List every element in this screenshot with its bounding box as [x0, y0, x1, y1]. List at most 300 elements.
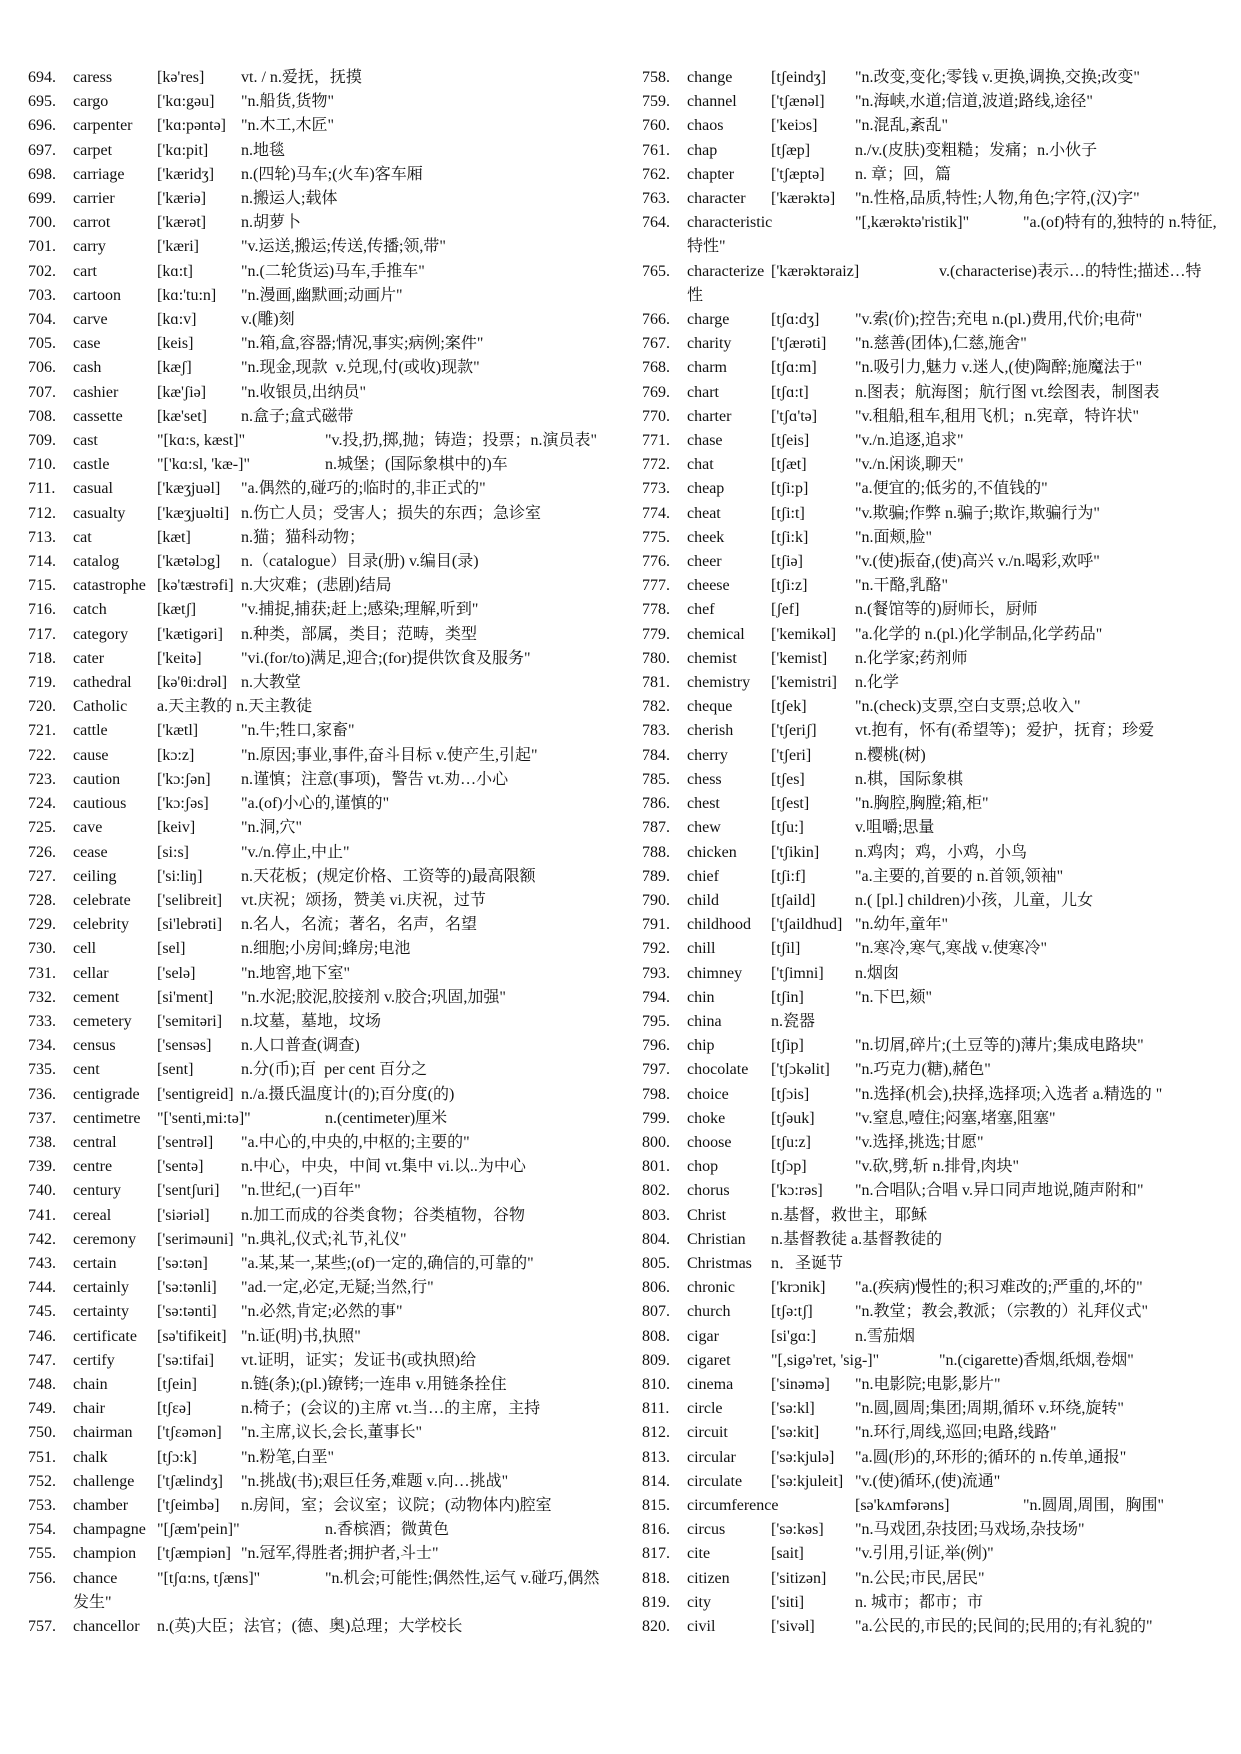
entry-word: centimetre [73, 1109, 141, 1127]
entry-word: ceremony [73, 1230, 137, 1248]
entry-word: cause [73, 746, 109, 764]
entry-number: 747. [28, 1351, 56, 1369]
entry-word: cater [73, 649, 105, 667]
entry-definition: n.中心，中央，中间 vt.集中 vi.以..为中心 [241, 1158, 526, 1176]
entry-phonetic: [tʃes] [771, 770, 805, 788]
entry-number: 727. [28, 867, 56, 885]
entry-body [73, 114, 613, 138]
entry-word: chart [687, 383, 719, 401]
entry-definition: a.天主教的 n.天主教徒 [157, 698, 313, 716]
vocabulary-entry [28, 332, 613, 356]
entry-phonetic: "['kɑ:sl, 'kæ-]" [157, 456, 250, 474]
entry-number: 759. [642, 93, 670, 111]
vocabulary-entry [28, 526, 613, 550]
entry-phonetic: ['sinəmə] [771, 1375, 830, 1393]
entry-definition: n.细胞;小房间;蜂房;电池 [241, 940, 411, 958]
entry-phonetic: ['sentʃuri] [157, 1182, 220, 1200]
entry-word: cheese [687, 577, 730, 595]
entry-number: 818. [642, 1569, 670, 1587]
entry-phonetic: ['kemist] [771, 649, 828, 667]
entry-phonetic: [tʃeindʒ] [771, 69, 827, 86]
entry-word: cinema [687, 1375, 734, 1393]
entry-word: chemistry [687, 674, 751, 692]
vocabulary-entry [642, 90, 1227, 114]
vocabulary-entry [28, 913, 613, 937]
entry-word: circulate [687, 1472, 743, 1490]
entry-phonetic: [sə'tifikeit] [157, 1327, 227, 1345]
entry-phonetic: [tʃæt] [771, 456, 807, 474]
vocabulary-entry [28, 139, 613, 163]
entry-phonetic: "[kɑ:s, kæst]" [157, 432, 246, 450]
entry-phonetic: ['kætəlɔg] [157, 553, 221, 571]
entry-body [73, 647, 613, 671]
entry-number: 721. [28, 722, 56, 740]
entry-word: century [73, 1182, 121, 1200]
entry-number: 804. [642, 1230, 670, 1248]
entry-number: 737. [28, 1109, 56, 1127]
entry-word: certain [73, 1254, 117, 1272]
entry-number: 749. [28, 1400, 56, 1418]
entry-definition: n.分(币);百 per cent 百分之 [241, 1061, 428, 1079]
entry-definition: n.雪茄烟 [855, 1327, 916, 1345]
vocabulary-entry [642, 260, 1227, 308]
vocabulary-entry [642, 889, 1227, 913]
entry-definition: vt.抱有，怀有(希望等)；爱护，抚育；珍爱 [855, 722, 1155, 740]
vocabulary-entry [28, 1325, 613, 1349]
entry-phonetic: ['kætigəri] [157, 625, 223, 643]
entry-definition: n./v.(皮肤)变粗糙；发痛；n.小伙子 [855, 141, 1098, 159]
vocabulary-entry [642, 1131, 1227, 1155]
entry-word: cereal [73, 1206, 112, 1224]
vocabulary-entry [28, 768, 613, 792]
entry-definition: "n.必然,肯定;必然的事" [241, 1303, 403, 1321]
entry-body [687, 889, 1227, 913]
vocabulary-entry [28, 381, 613, 405]
entry-definition: "n.(二轮货运)马车,手推车" [241, 262, 425, 280]
entry-body [687, 1276, 1227, 1300]
entry-definition: vt.庆祝；颂扬，赞美 vi.庆祝，过节 [241, 891, 486, 909]
entry-word: china [687, 1012, 722, 1030]
entry-definition: n.种类，部属，类目；范畴，类型 [241, 625, 478, 643]
entry-phonetic: ['kæridʒ] [157, 165, 215, 183]
entry-word: celebrate [73, 891, 131, 909]
entry-body [687, 1325, 1227, 1349]
entry-number: 780. [642, 649, 670, 667]
entry-phonetic: [tʃɑ:m] [771, 359, 817, 377]
entry-number: 739. [28, 1158, 56, 1176]
vocabulary-entry [642, 1010, 1227, 1034]
entry-phonetic: [keiv] [157, 819, 196, 837]
entry-number: 801. [642, 1158, 670, 1176]
entry-definition: "v.砍,劈,斩 n.排骨,肉块" [855, 1158, 1020, 1176]
entry-phonetic: [tʃɑ:dʒ] [771, 311, 820, 329]
entry-number: 725. [28, 819, 56, 837]
vocabulary-entry [28, 986, 613, 1010]
vocabulary-entry [28, 1421, 613, 1445]
entry-body [73, 332, 613, 356]
entry-body [687, 429, 1227, 453]
entry-number: 716. [28, 601, 56, 619]
entry-definition: n.( [pl.] children)小孩，儿童，儿女 [855, 891, 1094, 909]
entry-number: 777. [642, 577, 670, 595]
entry-body [687, 1083, 1227, 1107]
entry-number: 792. [642, 940, 670, 958]
entry-definition: "n.切屑,碎片;(土豆等的)薄片;集成电路块" [855, 1037, 1144, 1055]
entry-word: champagne [73, 1521, 146, 1539]
entry-phonetic: ['kɑ:gəu] [157, 93, 215, 111]
entry-word: catch [73, 601, 107, 619]
entry-definition: "n.地窖,地下室" [241, 964, 351, 982]
entry-number: 750. [28, 1424, 56, 1442]
entry-number: 738. [28, 1133, 56, 1151]
entry-definition: n.基督，救世主，耶稣 [771, 1206, 928, 1224]
entry-phonetic: [kætʃ] [157, 601, 197, 619]
entry-number: 714. [28, 553, 56, 571]
entry-word: champion [73, 1545, 137, 1563]
entry-phonetic: [kə'θi:drəl] [157, 674, 228, 692]
entry-number: 765. [642, 262, 670, 280]
entry-definition: "v./n.闲谈,聊天" [855, 456, 964, 474]
entry-phonetic: ['tʃɔkəlit] [771, 1061, 830, 1079]
entry-body [73, 1397, 613, 1421]
vocabulary-entry [642, 1421, 1227, 1445]
entry-word: choke [687, 1109, 726, 1127]
entry-body [73, 187, 613, 211]
entry-word: challenge [73, 1472, 135, 1490]
entry-definition: "n.合唱队;合唱 v.异口同声地说,随声附和" [855, 1182, 1144, 1200]
entry-word: certainly [73, 1279, 129, 1297]
entry-body [687, 1421, 1227, 1445]
vocabulary-entry [642, 502, 1227, 526]
vocabulary-entry [642, 719, 1227, 743]
entry-phonetic: [si:s] [157, 843, 189, 861]
entry-number: 786. [642, 795, 670, 813]
vocabulary-entry [642, 453, 1227, 477]
entry-phonetic: ['krɔnik] [771, 1279, 826, 1297]
entry-body [687, 1179, 1227, 1203]
vocabulary-entry [642, 962, 1227, 986]
entry-definition: "n.原因;事业,事件,奋斗目标 v.使产生,引起" [241, 746, 538, 764]
entry-word: Christmas [687, 1254, 752, 1272]
vocabulary-entry [28, 962, 613, 986]
entry-number: 719. [28, 674, 56, 692]
entry-number: 748. [28, 1375, 56, 1393]
entry-number: 699. [28, 190, 56, 208]
entry-word: chemist [687, 649, 737, 667]
entry-phonetic: ['sentə] [157, 1158, 204, 1176]
entry-number: 757. [28, 1618, 56, 1635]
entry-body [73, 913, 613, 937]
vocabulary-entry [28, 405, 613, 429]
entry-word: chamber [73, 1496, 129, 1514]
entry-word: chapter [687, 165, 735, 183]
entry-phonetic: [kæ'set] [157, 407, 207, 425]
vocabulary-entry [642, 1252, 1227, 1276]
entry-definition: "n.选择(机会),抉择,选择项;入选者 a.精选的 " [855, 1085, 1163, 1103]
entry-phonetic: ['sə:kit] [771, 1424, 820, 1442]
entry-body [687, 647, 1227, 671]
entry-word: casualty [73, 504, 126, 522]
entry-body [73, 1179, 613, 1203]
entry-number: 791. [642, 916, 670, 934]
entry-phonetic: ['tʃænəl] [771, 93, 825, 111]
entry-number: 797. [642, 1061, 670, 1079]
vocabulary-entry [28, 695, 613, 719]
entry-definition: n.链(条);(pl.)镣铐;一连串 v.用链条拴住 [241, 1375, 507, 1393]
entry-body [687, 598, 1227, 622]
entry-phonetic: "[,kærəktə'ristik]" [855, 214, 970, 232]
entry-definition: n.搬运人;载体 [241, 190, 338, 208]
vocabulary-entry [642, 816, 1227, 840]
entry-definition: n.天花板；(规定价格、工资等的)最高限额 [241, 867, 536, 885]
entry-number: 731. [28, 964, 56, 982]
entry-number: 790. [642, 891, 670, 909]
entry-definition: "a.主要的,首要的 n.首领,领袖" [855, 867, 1064, 885]
entry-definition: "ad.一定,必定,无疑;当然,行" [241, 1279, 434, 1297]
entry-body [687, 114, 1227, 138]
vocabulary-entry [28, 1034, 613, 1058]
vocabulary-entry [28, 792, 613, 816]
entry-number: 784. [642, 746, 670, 764]
entry-word: category [73, 625, 129, 643]
entry-phonetic: [sent] [157, 1061, 194, 1079]
entry-number: 705. [28, 335, 56, 353]
entry-body [73, 526, 613, 550]
entry-number: 720. [28, 698, 56, 716]
entry-number: 795. [642, 1012, 670, 1030]
entry-number: 708. [28, 407, 56, 425]
vocabulary-entry [642, 114, 1227, 138]
vocabulary-entry [28, 937, 613, 961]
entry-word: charm [687, 359, 727, 377]
entry-definition: n.瓷器 [771, 1012, 816, 1030]
entry-word: cheat [687, 504, 721, 522]
entry-word: chimney [687, 964, 743, 982]
entry-word: chemical [687, 625, 745, 643]
entry-number: 740. [28, 1182, 56, 1200]
entry-phonetic: ['kɔ:ʃəs] [157, 795, 209, 813]
entry-phonetic: ['selibreit] [157, 891, 223, 909]
entry-body [73, 986, 613, 1010]
entry-phonetic: ['tʃɑ'tə] [771, 407, 818, 425]
entry-body [73, 744, 613, 768]
entry-body [687, 1542, 1227, 1566]
entry-word: charge [687, 311, 730, 329]
entry-word: cigar [687, 1327, 719, 1345]
vocabulary-entry [28, 1615, 613, 1639]
entry-word: choice [687, 1085, 729, 1103]
entry-number: 722. [28, 746, 56, 764]
entry-phonetic: ['siti] [771, 1593, 805, 1611]
vocabulary-entry [28, 1446, 613, 1470]
entry-definition: "n.收银员,出纳员" [241, 383, 367, 401]
entry-number: 769. [642, 383, 670, 401]
entry-phonetic: ['tʃɛəmən] [157, 1424, 222, 1442]
vocabulary-entry [28, 235, 613, 259]
entry-definition: "v./n.追逐,追求" [855, 432, 964, 450]
entry-body [73, 550, 613, 574]
entry-phonetic: ['tʃikin] [771, 843, 820, 861]
entry-body [687, 90, 1227, 114]
entry-body [687, 502, 1227, 526]
entry-definition: n.人口普查(调查) [241, 1037, 360, 1055]
entry-definition: "n.改变,变化;零钱 v.更换,调换,交换;改变" [855, 69, 1140, 86]
entry-definition: "n.牛;牲口,家畜" [241, 722, 355, 740]
vocabulary-entry [642, 477, 1227, 501]
entry-body [73, 1300, 613, 1324]
entry-phonetic: ['keitə] [157, 649, 202, 667]
entry-number: 799. [642, 1109, 670, 1127]
entry-number: 744. [28, 1279, 56, 1297]
entry-phonetic: ['kemistri] [771, 674, 837, 692]
entry-definition: "v.窒息,噎住;闷塞,堵塞,阻塞" [855, 1109, 1056, 1127]
entry-definition: n.（catalogue）目录(册) v.编目(录) [241, 553, 479, 571]
entry-body [73, 1494, 613, 1518]
entry-body [687, 816, 1227, 840]
entry-phonetic: [keis] [157, 335, 194, 353]
entry-definition: n.大灾难；(悲剧)结局 [241, 577, 392, 595]
entry-body [687, 332, 1227, 356]
vocabulary-entry [28, 1179, 613, 1203]
entry-word: city [687, 1593, 711, 1611]
entry-word: chest [687, 795, 720, 813]
entry-number: 820. [642, 1618, 670, 1635]
vocabulary-entry [642, 1228, 1227, 1252]
entry-body [687, 1131, 1227, 1155]
entry-definition: "v.运送,搬运;传送,传播;领,带" [241, 238, 446, 256]
entry-number: 772. [642, 456, 670, 474]
entry-number: 783. [642, 722, 670, 740]
entry-word: catalog [73, 553, 120, 571]
vocabulary-entry [28, 550, 613, 574]
entry-definition: "n.船货,货物" [241, 93, 335, 111]
entry-word: child [687, 891, 719, 909]
entry-word: chance [73, 1569, 118, 1587]
entry-definition: "n.现金,现款 v.兑现,付(或收)现款" [241, 359, 480, 377]
entry-definition: "v.引用,引证,举(例)" [855, 1545, 994, 1563]
entry-number: 717. [28, 625, 56, 643]
vocabulary-entry [642, 381, 1227, 405]
entry-number: 787. [642, 819, 670, 837]
entry-word: cargo [73, 93, 109, 111]
vocabulary-entry [642, 1179, 1227, 1203]
entry-phonetic: ['tʃeimbə] [157, 1496, 220, 1514]
entry-phonetic: [kə'tæstrəfi] [157, 577, 234, 595]
entry-phonetic: [tʃein] [157, 1375, 197, 1393]
entry-definition: "n.环行,周线,巡回;电路,线路" [855, 1424, 1057, 1442]
entry-number: 763. [642, 190, 670, 208]
entry-word: cigaret [687, 1351, 731, 1369]
entry-number: 723. [28, 770, 56, 788]
vocabulary-entry [28, 865, 613, 889]
entry-word: cashier [73, 383, 119, 401]
entry-definition: n.坟墓，墓地，坟场 [241, 1012, 382, 1030]
vocabulary-entry [642, 1325, 1227, 1349]
entry-number: 807. [642, 1303, 670, 1321]
entry-word: cheek [687, 528, 725, 546]
vocabulary-entry [28, 1058, 613, 1082]
vocabulary-entry [28, 187, 613, 211]
entry-definition: "v.租船,租车,租用飞机；n.宪章，特许状" [855, 407, 1140, 425]
entry-number: 810. [642, 1375, 670, 1393]
entry-number: 796. [642, 1037, 670, 1055]
entry-number: 816. [642, 1521, 670, 1539]
entry-definition: "v.(使)循环,(使)流通" [855, 1472, 1001, 1490]
vocabulary-entry [642, 405, 1227, 429]
entry-body [73, 90, 613, 114]
entry-body [73, 719, 613, 743]
entry-number: 788. [642, 843, 670, 861]
entry-body [73, 889, 613, 913]
vocabulary-entry [642, 429, 1227, 453]
entry-phonetic: ['tʃælindʒ] [157, 1472, 223, 1490]
vocabulary-entry [642, 1446, 1227, 1470]
entry-definition: n.图表；航海图；航行图 vt.绘图表，制图表 [855, 383, 1160, 401]
entry-definition: n.(centimeter)厘米 [325, 1109, 448, 1127]
vocabulary-entry [28, 1010, 613, 1034]
entry-phonetic: [tʃi:z] [771, 577, 808, 595]
entry-number: 779. [642, 625, 670, 643]
entry-definition: "n.圆周,周围，胸围" [1023, 1496, 1165, 1514]
entry-definition: v.咀嚼;思量 [855, 819, 935, 837]
entry-number: 726. [28, 843, 56, 861]
entry-number: 770. [642, 407, 670, 425]
entry-phonetic: ['kɑ:pəntə] [157, 117, 226, 135]
entry-definition: "n.证(明)书,执照" [241, 1327, 361, 1345]
entry-number: 700. [28, 214, 56, 232]
entry-number: 745. [28, 1303, 56, 1321]
entry-definition: "a.化学的 n.(pl.)化学制品,化学药品" [855, 625, 1103, 643]
entry-number: 767. [642, 335, 670, 353]
vocabulary-entry [28, 90, 613, 114]
entry-body [73, 1470, 613, 1494]
entry-body [73, 1325, 613, 1349]
entry-phonetic: [tʃu:z] [771, 1133, 811, 1151]
entry-body [687, 526, 1227, 550]
entry-word: caution [73, 770, 121, 788]
entry-word: cassette [73, 407, 123, 425]
entry-definition: n.(餐馆等的)厨师长，厨师 [855, 601, 1038, 619]
vocabulary-entry [642, 647, 1227, 671]
entry-number: 698. [28, 165, 56, 183]
entry-word: chase [687, 432, 723, 450]
entry-body [687, 381, 1227, 405]
entry-body [687, 913, 1227, 937]
entry-word: circle [687, 1400, 723, 1418]
entry-body [73, 1058, 613, 1082]
entry-definition: n.鸡肉；鸡，小鸡，小鸟 [855, 843, 1028, 861]
entry-phonetic: [si'lebrəti] [157, 916, 223, 934]
vocabulary-entry [28, 1300, 613, 1324]
vocabulary-entry [642, 1494, 1227, 1518]
entry-definition: "a.(of)小心的,谨慎的" [241, 795, 390, 813]
entry-word: cheap [687, 480, 725, 498]
vocabulary-entry [28, 356, 613, 380]
entry-body [687, 550, 1227, 574]
entry-definition: n.城堡；(国际象棋中的)车 [325, 456, 508, 474]
vocabulary-entry [28, 1542, 613, 1566]
entry-word: cattle [73, 722, 108, 740]
entry-body [73, 211, 613, 235]
vocabulary-entry [642, 1034, 1227, 1058]
entry-body [687, 1494, 1227, 1518]
vocabulary-entry [642, 1470, 1227, 1494]
entry-definition: "n.教堂；教会,教派；（宗教的）礼拜仪式" [855, 1303, 1149, 1321]
entry-word: citizen [687, 1569, 730, 1587]
entry-number: 794. [642, 988, 670, 1006]
vocabulary-entry [642, 1300, 1227, 1324]
entry-definition: "n.典礼,仪式;礼节,礼仪" [241, 1230, 407, 1248]
